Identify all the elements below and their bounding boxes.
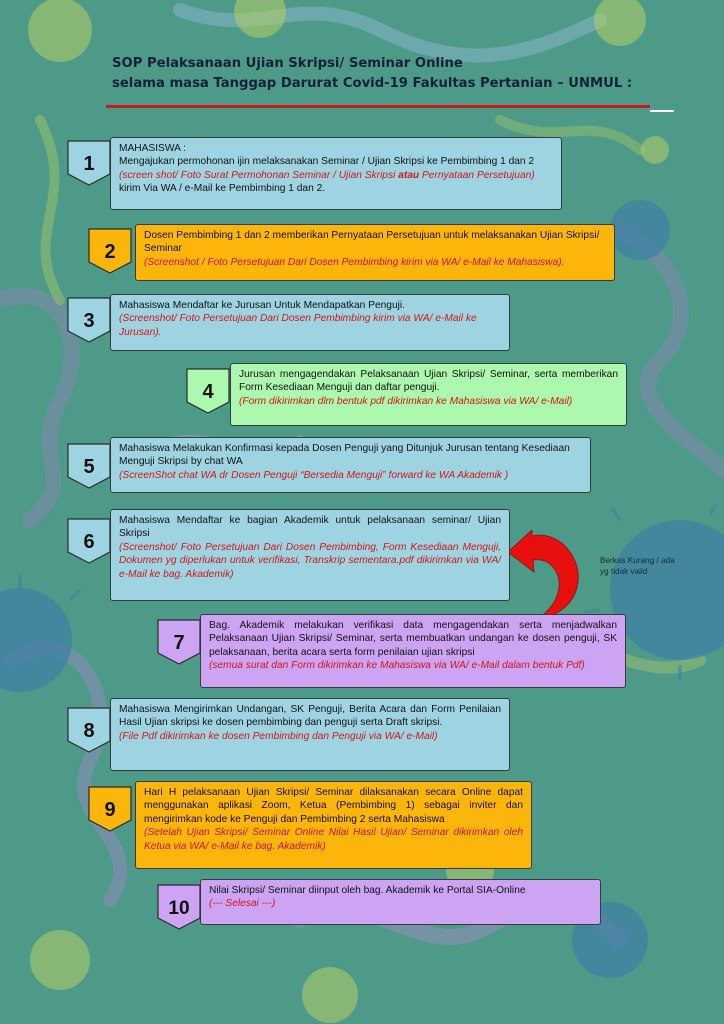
step-6-number-badge	[67, 518, 111, 564]
step-4-box	[230, 363, 627, 426]
title-line-1: SOP Pelaksanaan Ujian Skripsi/ Seminar Online	[112, 56, 463, 71]
step-7-text: Bag. Akademik melakukan verifikasi data mengagendakan serta menjadwalkan Pelaksanaan Ujian Skripsi/ Seminar, serta membuatkan undangan ke dosen penguji, SK pelaksanaan, berita acara serta form penilaian ujian skripsi	[209, 620, 617, 658]
step-5-number-badge	[67, 443, 111, 489]
step-8-number-badge	[67, 707, 111, 753]
step-1-note-bold: atau	[398, 169, 420, 181]
step-1-description	[119, 155, 553, 195]
step-9-note: (Setelah Ujian Skripsi/ Seminar Online Nilai Hasil Ujian/ Seminar dikirimkan oleh Ketua via WA/ e-Mail ke bag. Akademik)	[144, 827, 523, 852]
step-4-text: Jurusan mengagendakan Pelaksanaan Ujian Skripsi/ Seminar, serta memberikan Form Kesediaan Menguji dan daftar penguji.	[239, 369, 618, 394]
step-7-number: 7	[173, 632, 185, 654]
step-1-note-b: Pernyataan Persetujuan)	[421, 169, 535, 181]
step-5-note: (ScreenShot chat WA dr Dosen Penguji “Bersedia Menguji” forward ke WA Akademik )	[119, 469, 509, 481]
loop-note: Berkas Kurang / ada yg tidak valid	[600, 556, 675, 576]
step-10-number-badge	[157, 884, 201, 930]
step-9-number-badge	[88, 786, 132, 832]
title-line-2: selama masa Tanggap Darurat Covid-19 Fakultas Pertanian – UNMUL :	[112, 76, 633, 91]
step-9-text: Hari H pelaksanaan Ujian Skripsi/ Seminar dilaksanakan secara Online dapat menggunakan aplikasi Zoom, Ketua (Pembimbing 1) sebagai inviter dan mengirimkan kode ke Penguji dan Pembimbing 2 serta Mahasiswa	[144, 787, 523, 825]
step-8-number: 8	[83, 720, 95, 742]
step-10-number: 10	[168, 898, 190, 919]
step-8-note: (File Pdf dikirimkan ke dosen Pembimbing dan Penguji via WA/ e-Mail)	[119, 730, 438, 742]
step-4-number: 4	[202, 381, 214, 403]
title-underline	[106, 105, 650, 108]
loop-back-arrow	[500, 530, 600, 620]
step-8-text: Mahasiswa Mengirimkan Undangan, SK Penguji, Berita Acara dan Form Penilaian Hasil Ujian skripsi ke dosen pembimbing dan penguji serta Draft skripsi.	[119, 704, 501, 729]
step-1-number-badge	[67, 140, 111, 186]
step-7-number-badge	[157, 619, 201, 665]
title-underline-accent	[650, 110, 674, 112]
page-title	[112, 54, 632, 94]
step-2-number: 2	[104, 241, 116, 263]
step-4-note: (Form dikirimkan dlm bentuk pdf dikirimkan ke Mahasiswa via WA/ e-Mail)	[239, 395, 573, 407]
step-10-note: (--- Selesai ---)	[209, 898, 276, 910]
step-10-box	[200, 879, 601, 925]
step-3-number-badge	[67, 297, 111, 343]
step-7-box	[200, 614, 626, 688]
step-9-number: 9	[104, 799, 116, 821]
step-1-heading: MAHASISWA :	[119, 143, 186, 154]
step-3-note: (Screenshot/ Foto Persetujuan Dari Dosen Pembimbing kirim via WA/ e-Mail ke Jurusan).	[119, 313, 477, 338]
step-1-text: Mengajukan permohonan ijin melaksanakan Seminar / Ujian Skripsi ke Pembimbing 1 dan 2	[119, 156, 535, 168]
step-10-text: Nilai Skripsi/ Seminar diinput oleh bag. Akademik ke Portal SIA-Online	[209, 885, 526, 896]
step-3-text: Mahasiswa Mendaftar ke Jurusan Untuk Mendapatkan Penguji.	[119, 300, 405, 311]
step-5-number: 5	[83, 456, 95, 478]
step-1-note-a: (screen shot/ Foto Surat Permohonan Seminar / Ujian Skripsi	[119, 169, 396, 181]
step-1-number: 1	[83, 153, 95, 175]
step-1-box	[110, 137, 562, 210]
step-8-box	[110, 698, 510, 771]
step-6-note: (Screenshot/ Foto Persetujuan Dari Dosen Pembimbing, Form Kesediaan Menguji, Dokumen yg diperlukan untuk verifikasi, Transkrip sementara.pdf dikirimkan via WA/ e-Mail ke bag. Akademik)	[119, 541, 501, 580]
step-2-number-badge	[88, 228, 132, 274]
step-6-number: 6	[83, 531, 95, 553]
step-7-note: (semua surat dan Form dikirimkan ke Mahasiswa via WA/ e-Mail dalam bentuk Pdf)	[209, 660, 585, 672]
step-2-note: (Screenshot / Foto Persetujuan Dari Dosen Pembimbing kirim via WA/ e-Mail ke Mahasiswa).	[144, 256, 565, 268]
step-6-box	[110, 509, 510, 601]
step-2-box	[135, 224, 615, 281]
step-3-box	[110, 294, 510, 351]
step-1-text-after: kirim Via WA / e-Mail ke Pembimbing 1 dan 2.	[119, 183, 326, 195]
step-5-text: Mahasiswa Melakukan Konfirmasi kepada Dosen Penguji yang Ditunjuk Jurusan tentang Kesediaan Menguji Skripsi by chat WA	[119, 443, 570, 468]
step-3-number: 3	[83, 310, 95, 332]
step-6-text: Mahasiswa Mendaftar ke bagian Akademik untuk pelaksanaan seminar/ Ujian Skripsi	[119, 515, 501, 540]
step-2-text: Dosen Pembimbing 1 dan 2 memberikan Pernyataan Persetujuan untuk melaksanakan Ujian Skripsi/ Seminar	[144, 230, 600, 255]
step-5-box	[110, 437, 591, 493]
step-9-box	[135, 781, 532, 869]
step-4-number-badge	[186, 368, 230, 414]
